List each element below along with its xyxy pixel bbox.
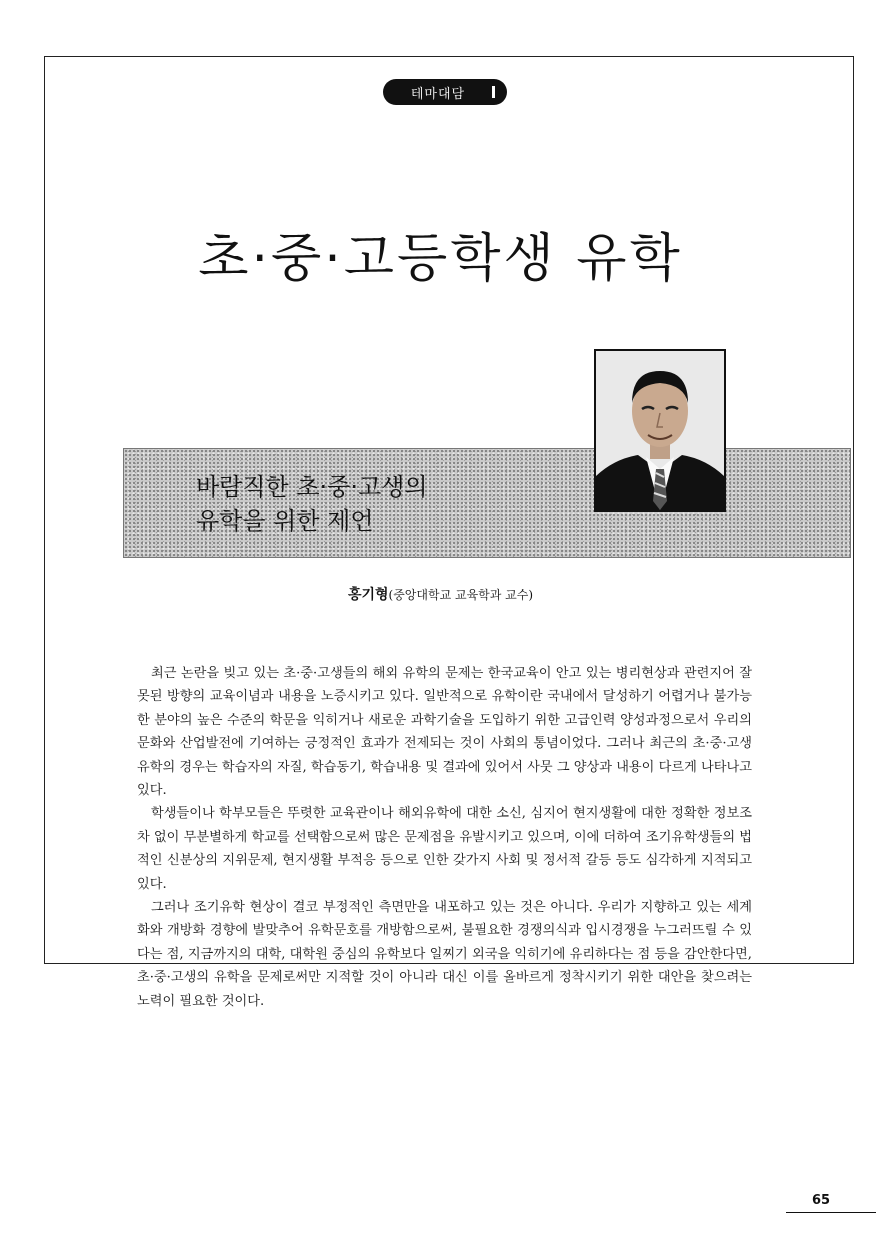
author-portrait [594, 349, 726, 512]
subtitle-line-1: 바람직한 초·중·고생의 [196, 473, 428, 501]
article-subtitle [196, 470, 428, 538]
section-tag-label: 테마대담 [410, 86, 466, 102]
tag-bar-decoration [492, 86, 495, 98]
section-tag [383, 79, 507, 105]
body-paragraph: 최근 논란을 빚고 있는 초·중·고생들의 해외 유학의 문제는 한국교육이 안고 있는 병리현상과 관련지어 잘못된 방향의 교육이념과 내용을 노증시키고 있다. 일반적으로 유학이란 국내에서 달성하기 어렵거나 불가능한 분야의 높은 수준의 학문을 익히거나 새로운 과학기술을 도입하기 위한 고급인력 양성과정으로서 우리의 문화와 산업발전에 기여하는 긍정적인 효과가 전제되는 것이 사회의 통념이었다. 그러나 최근의 초·중·고생 유학의 경우는 학습자의 자질, 학습동기, 학습내용 및 결과에 있어서 사뭇 그 양상과 내용이 다르게 나타나고 있다. [137, 666, 752, 799]
byline [0, 584, 881, 604]
article-body [137, 662, 752, 1013]
body-paragraph: 학생들이나 학부모들은 뚜렷한 교육관이나 해외유학에 대한 소신, 심지어 현지생활에 대한 정확한 정보조차 없이 무분별하게 학교를 선택함으로써 많은 문제점을 유발시키고 있으며, 이에 더하여 조기유학생들의 법적인 신분상의 지위문제, 현지생활 부적응 등으로 인한 갖가지 사회 및 정서적 갈등 등도 심각하게 지적되고 있다. [137, 806, 753, 892]
subtitle-line-2: 유학을 위한 제언 [196, 507, 374, 535]
page-number-rule [786, 1212, 876, 1213]
author-affiliation: (중앙대학교 교육학과 교수) [388, 588, 534, 602]
body-paragraph: 그러나 조기유학 현상이 결코 부정적인 측면만을 내포하고 있는 것은 아니다. 우리가 지향하고 있는 세계화와 개방화 경향에 발맞추어 유학문호를 개방함으로써, 불필요한 경쟁의식과 입시경쟁을 누그러뜨릴 수 있다는 점, 지금까지의 대학, 대학원 중심의 유학보다 일찌기 외국을 익히기에 유리하다는 점 등을 감안한다면, 초·중·고생의 유학을 문제로써만 지적할 것이 아니라 대신 이를 올바르게 정착시키기 위한 대안을 찾으려는 노력이 필요한 것이다. [137, 900, 752, 1009]
page-number: 65 [811, 1193, 831, 1208]
author-name: 홍기형 [347, 587, 389, 603]
article-title: 초·중·고등학생 유학 [198, 229, 683, 289]
